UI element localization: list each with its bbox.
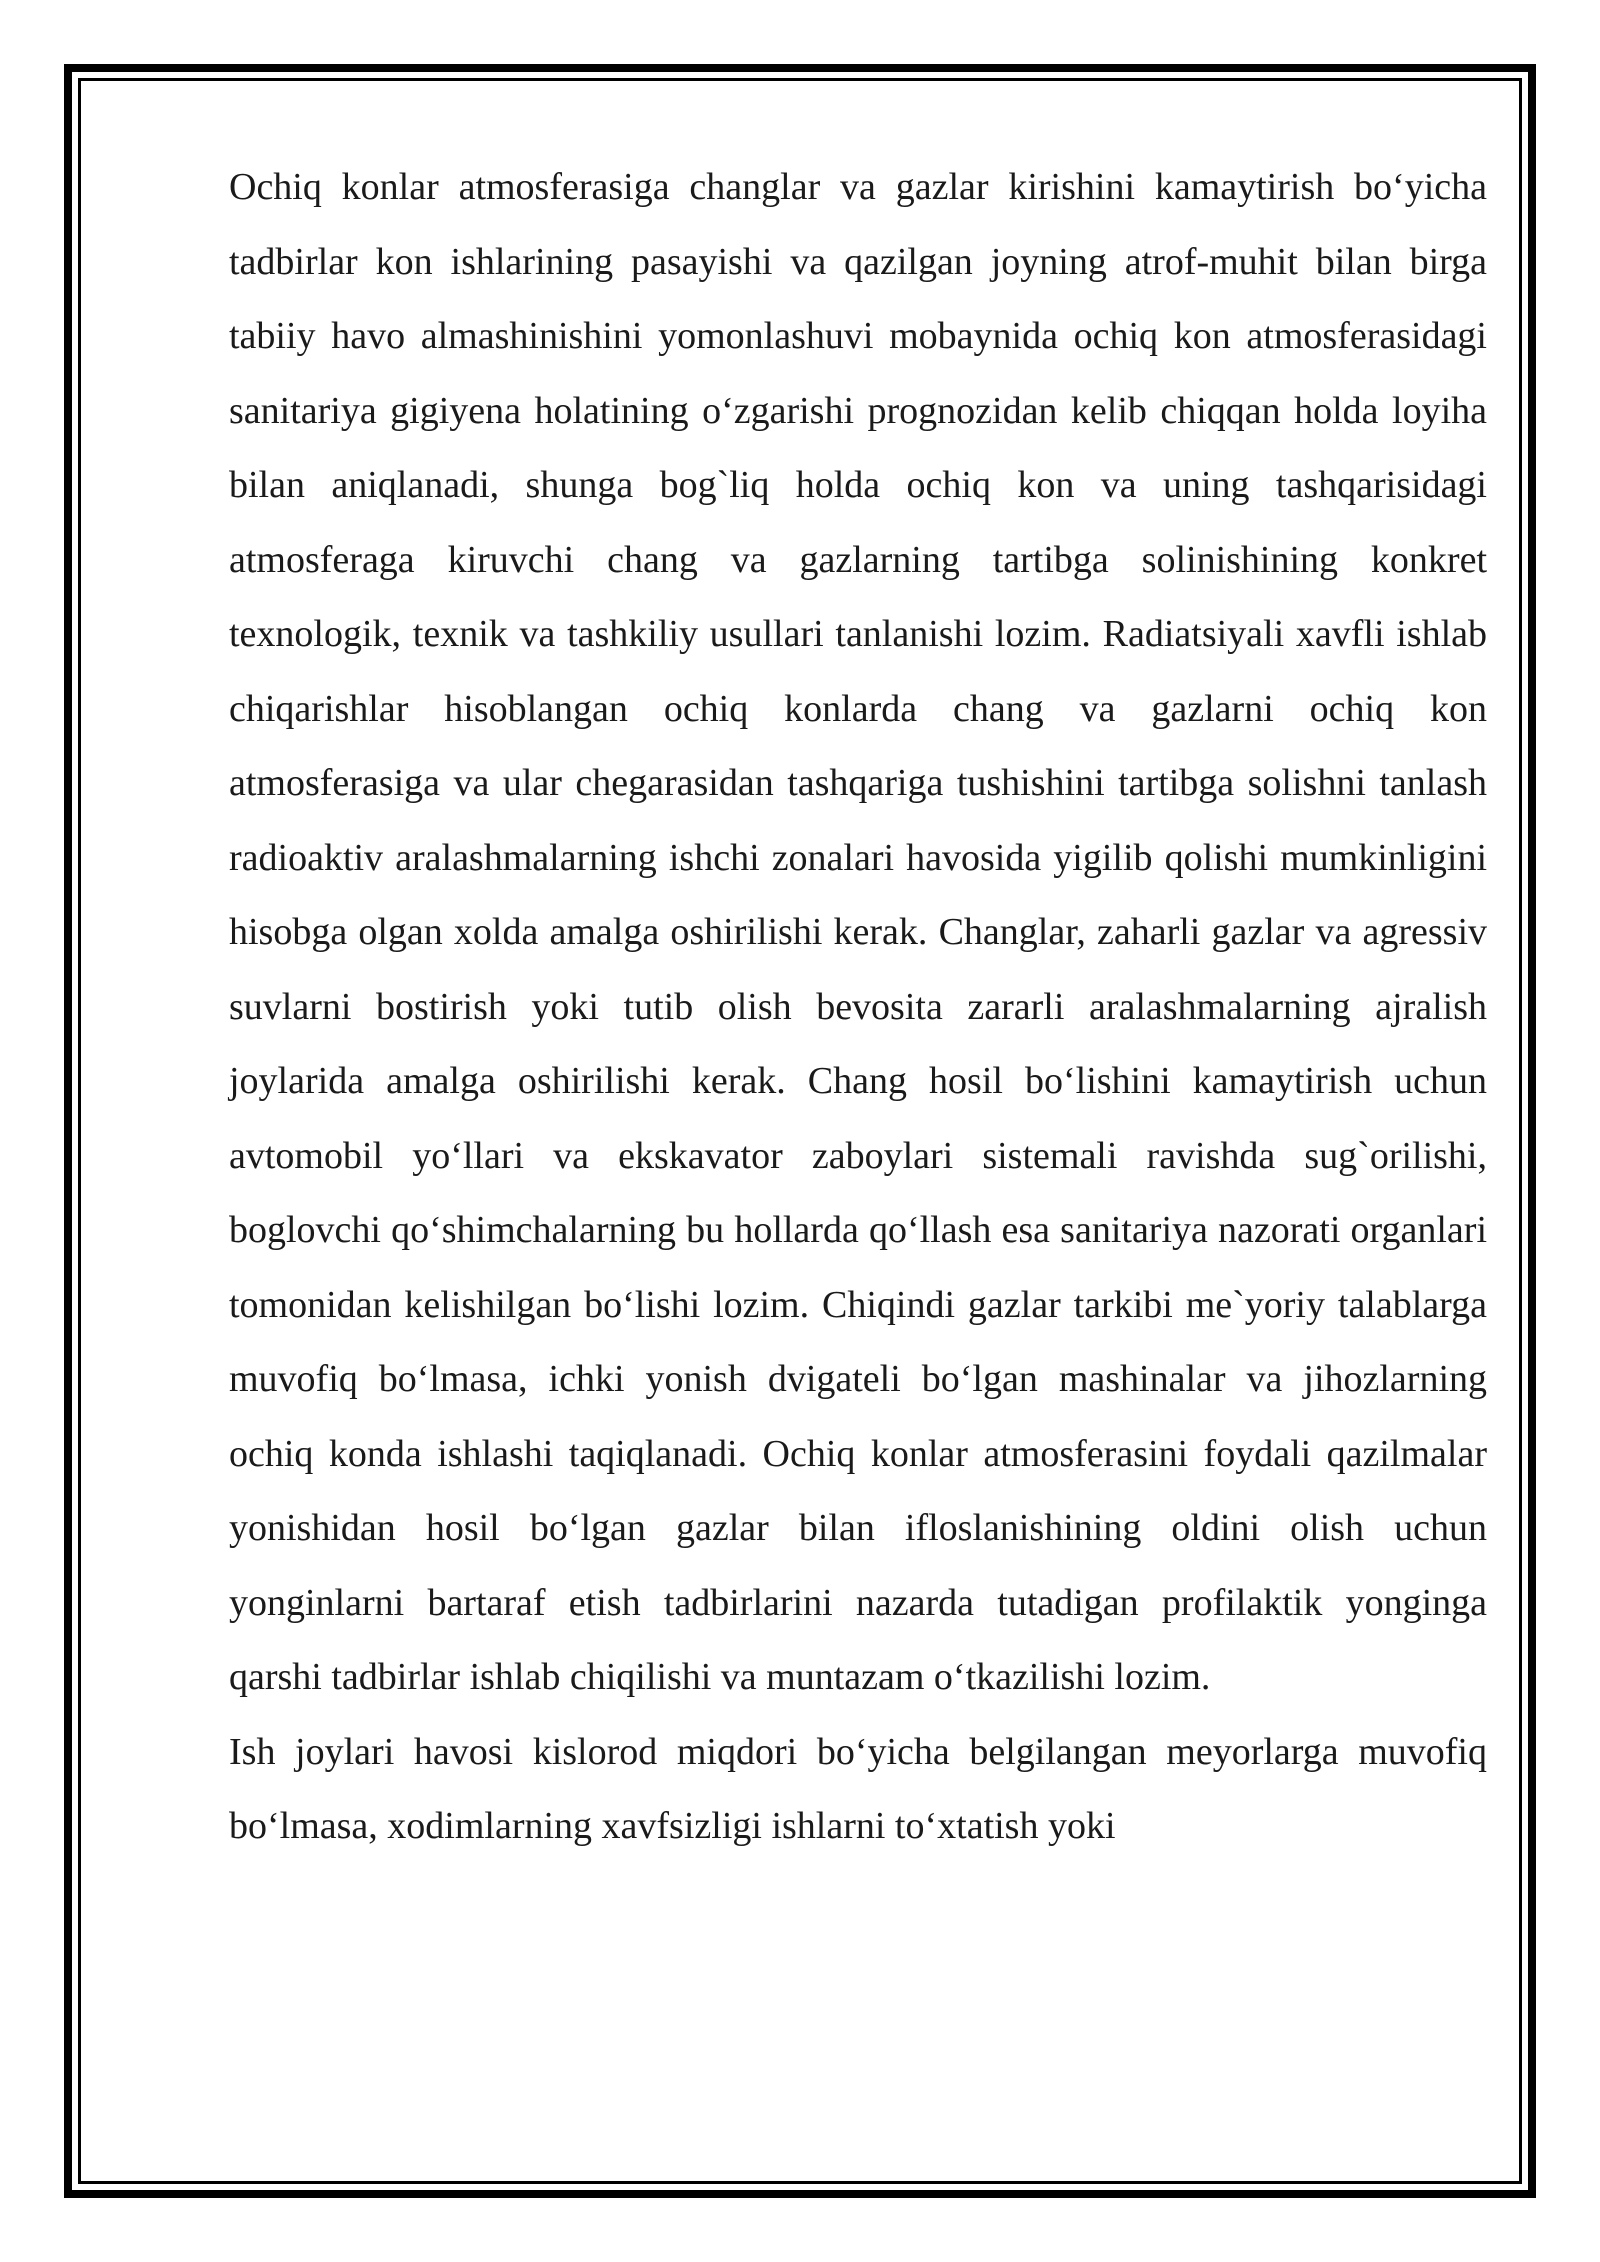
paragraph-2: Ish joylari havosi kislorod miqdori bo‘yicha belgilangan meyorlarga muvofiq bo‘lmasa, xodimlarning xavfsizligi ishlarni to‘xtatish yoki xyxy=(229,1730,1487,1847)
paragraph-1: Ochiq konlar atmosferasiga changlar va gazlar kirishini kamaytirish bo‘yicha tadbirlar kon ishlarining pasayishi va qazilgan joyning atrof-muhit bilan birga tabiiy havo almashinishini yomonlashuvi mobaynida ochiq kon atmosferasidagi sanitariya gigiyena holatining o‘zgarishi prognozidan kelib chiqqan holda loyiha bilan aniqlanadi, shunga bog`liq holda ochiq kon va uning tashqarisidagi atmosferaga kiruvchi chang va gazlarning tartibga solinishining konkret texnologik, texnik va tashkiliy usullari tanlanishi lozim. Radiatsiyali xavfli ishlab chiqarishlar hisoblangan ochiq konlarda chang va gazlarni ochiq kon atmosferasiga va ular chegarasidan tashqariga tushishini tartibga solishni tanlash radioaktiv aralashmalarning ishchi zonalari havosida yigilib qolishi mumkinligini hisobga olgan xolda amalga oshirilishi kerak. Changlar, zaharli gazlar va agressiv suvlarni bostirish yoki tutib olish bevosita zararli aralashmalarning ajralish joylarida amalga oshirilishi kerak. Chang hosil bo‘lishini kamaytirish uchun avtomobil yo‘llari va ekskavator zaboylari sistemali ravishda sug`orilishi, boglovchi qo‘shimchalarning bu hollarda qo‘llash esa sanitariya nazorati organlari tomonidan kelishilgan bo‘lishi lozim. Chiqindi gazlar tarkibi me`yoriy talablarga muvofiq bo‘lmasa, ichki yonish dvigateli bo‘lgan mashinalar va jihozlarning ochiq konda ishlashi taqiqlanadi. Ochiq konlar atmosferasini foydali qazilmalar yonishidan hosil bo‘lgan gazlar bilan ifloslanishining oldini olish uchun yonginlarni bartaraf etish tadbirlarini nazarda tutadigan profilaktik yonginga qarshi tadbirlar ishlab chiqilishi va muntazam o‘tkazilishi lozim. xyxy=(229,166,1487,1698)
document-body xyxy=(229,150,1487,1864)
